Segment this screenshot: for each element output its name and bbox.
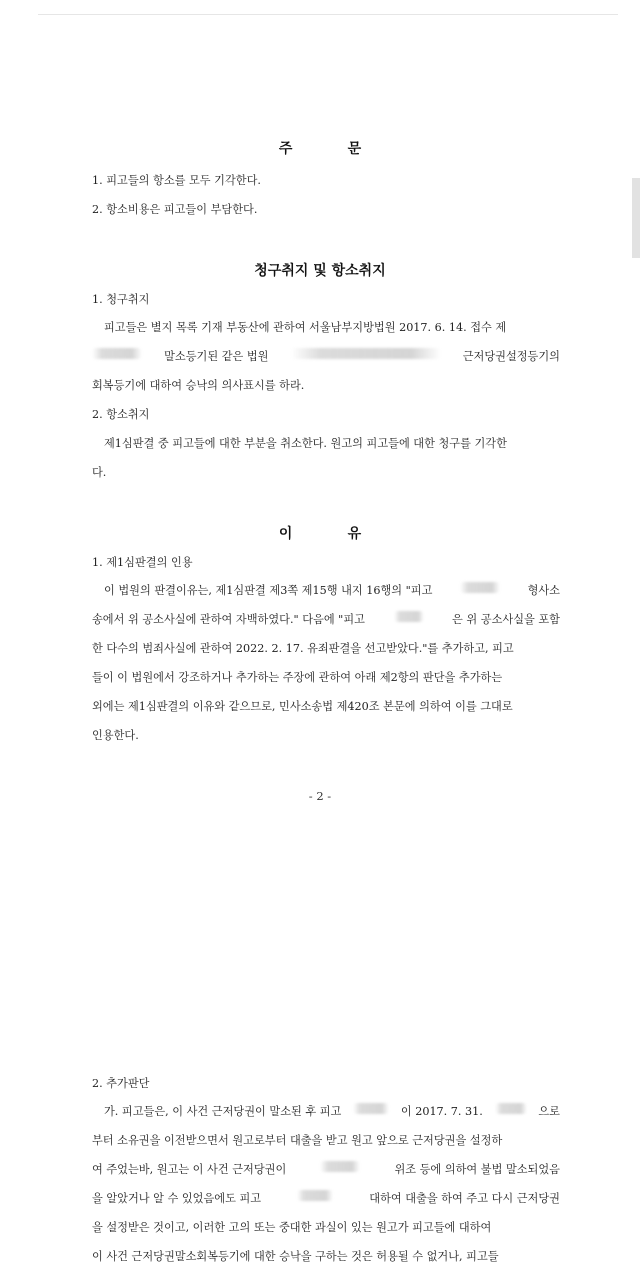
order-item-1: 1. 피고들의 항소를 모두 기각한다. [92, 174, 261, 187]
reason-paragraph-line: 송에서 위 공소사실에 관하여 자백하였다." 다음에 "피고 은 위 공소사실을 포함 [92, 613, 560, 626]
redaction [92, 348, 142, 359]
scrollbar-handle[interactable] [632, 178, 640, 258]
redaction [394, 611, 424, 622]
claim-paragraph-line: 말소등기된 같은 법원 근저당권설정등기의 [92, 348, 560, 364]
judgment-paragraph-line: 부터 소유권을 이전받으면서 원고로부터 대출을 받고 원고 앞으로 근저당권을 설정하 [92, 1134, 503, 1147]
reason-paragraph-line: 이 법원의 판결이유는, 제1심판결 제3쪽 제15행 내지 16행의 "피고 형사소 [104, 584, 560, 597]
judgment-paragraph-line: 이 사건 근저당권말소회복등기에 대한 승낙을 구하는 것은 허용될 수 없거나, 피고들 [92, 1250, 499, 1263]
order-heading: 주 문 [278, 141, 387, 157]
reason-paragraph-line: 한 다수의 범죄사실에 관하여 2022. 2. 17. 유죄판결을 선고받았다."를 추가하고, 피고 [92, 642, 514, 655]
claim-paragraph-line: 피고들은 별지 목록 기재 부동산에 관하여 서울남부지방법원 2017. 6. 14. 접수 제 [104, 321, 507, 334]
page-number: - 2 - [308, 789, 332, 803]
redaction [297, 1190, 333, 1201]
claim-paragraph-line: 회복등기에 대하여 승낙의 의사표시를 하라. [92, 379, 305, 392]
top-divider [38, 14, 618, 15]
claim-heading: 청구취지 및 항소취지 [254, 263, 386, 279]
claim-subheading: 1. 청구취지 [92, 293, 150, 306]
redaction [291, 348, 441, 359]
appeal-subheading: 2. 항소취지 [92, 408, 150, 421]
reason-heading: 이 유 [278, 526, 387, 542]
judgment-paragraph-line: 을 설정받은 것이고, 이러한 고의 또는 중대한 과실이 있는 원고가 피고들에 대하여 [92, 1221, 492, 1234]
redaction [495, 1103, 527, 1114]
appeal-paragraph-line: 제1심판결 중 피고들에 대한 부분을 취소한다. 원고의 피고들에 대한 청구를 기각한 [104, 437, 507, 450]
judgment-paragraph-line: 을 알았거나 알 수 있었음에도 피고 대하여 대출을 하여 주고 다시 근저당권 [92, 1192, 560, 1205]
redaction [320, 1161, 360, 1172]
order-item-2: 2. 항소비용은 피고들이 부담한다. [92, 203, 258, 216]
reason-subheading: 1. 제1심판결의 인용 [92, 556, 193, 569]
redaction [353, 1103, 389, 1114]
reason-paragraph-line: 들이 이 법원에서 강조하거나 추가하는 주장에 관하여 아래 제2항의 판단을 추가하는 [92, 671, 503, 684]
additional-judgment-heading: 2. 추가판단 [92, 1077, 150, 1090]
redaction [460, 582, 500, 593]
judgment-paragraph-line: 가. 피고들은, 이 사건 근저당권이 말소된 후 피고 이 2017. 7. 31. 으로 [104, 1105, 560, 1118]
judgment-paragraph-line: 여 주었는바, 원고는 이 사건 근저당권이 위조 등에 의하여 불법 말소되었음 [92, 1163, 560, 1176]
reason-paragraph-line: 외에는 제1심판결의 이유와 같으므로, 민사소송법 제420조 본문에 의하여 이를 그대로 [92, 700, 513, 713]
appeal-paragraph-line: 다. [92, 466, 107, 479]
reason-paragraph-line: 인용한다. [92, 729, 139, 742]
